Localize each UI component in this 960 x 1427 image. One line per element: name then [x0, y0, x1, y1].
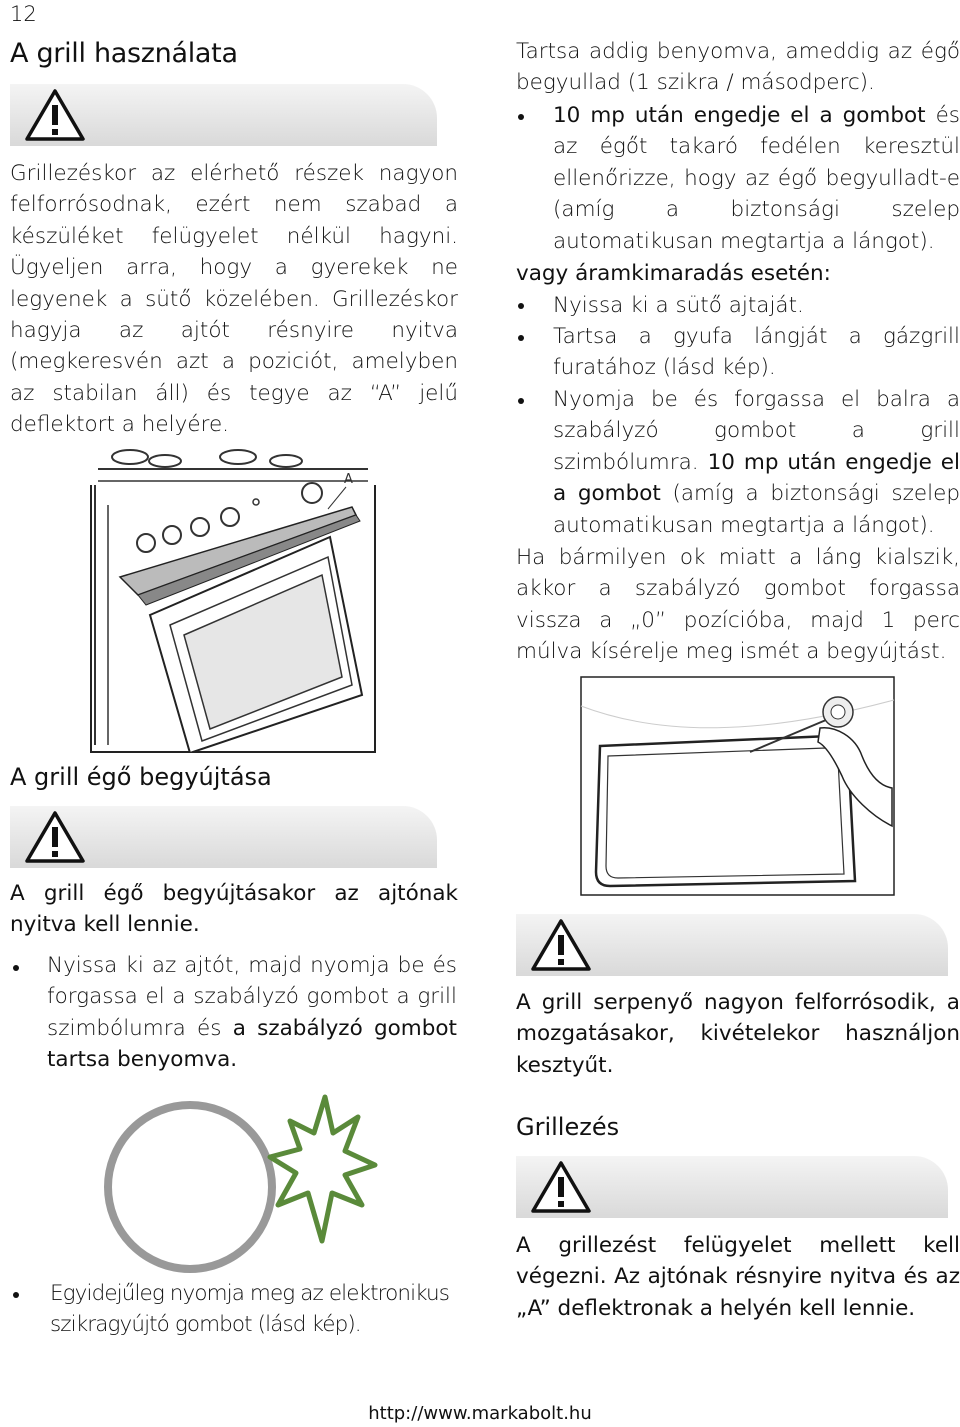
section-title-grilling: Grillezés: [516, 1113, 620, 1141]
warning-bar: [516, 914, 948, 976]
warning-icon: [530, 1159, 592, 1215]
grilling-supervision-text: A grillezést felügyelet mellett kell végezni. Az ajtónak résnyire nyitva és az „A” deflektronak a helyén kell lennie.: [516, 1233, 960, 1321]
section-title-grill-ignition: A grill égő begyújtása: [10, 763, 272, 791]
bullet-match-flame: Tartsa a gyufa lángját a gázgrill furatához (lásd kép).: [553, 324, 960, 381]
grill-pan-warning-text: A grill serpenyő nagyon felforrósodik, a mozgatásakor, kivételekor használjon kesztyűt.: [516, 990, 960, 1078]
bullet-dot: [518, 398, 524, 404]
warning-bar: [516, 1156, 948, 1218]
page-number: 12: [10, 2, 37, 26]
bullet-dot: [518, 303, 524, 309]
bullet-release-text: és az égőt takaró fedélen keresztül ellenőrizze, hogy az égő begyulladt-e (amíg a biztonsági szelep automatikusan megtartja a lángot).: [553, 103, 960, 254]
bullet-open-oven-door: Nyissa ki a sütő ajtaját.: [553, 293, 804, 318]
bullet-dot: [518, 114, 524, 120]
ignition-button-figure: [100, 1093, 400, 1273]
warning-icon: [24, 809, 86, 865]
bullet-turn-knob-text: Nyomja be és forgassa el balra a szabályzó gombot a grill szimbólumra.: [553, 387, 960, 475]
warning-bar: [10, 84, 437, 146]
warning-icon: [24, 87, 86, 143]
bullet-spark-ignition: Egyidejűleg nyomja meg az elektronikus szikragyújtó gombot (lásd kép).: [50, 1281, 450, 1338]
bullet-open-door-bold: a szabályzó gombot tartsa benyomva.: [47, 1015, 457, 1073]
flame-out-paragraph: Ha bármilyen ok miatt a láng kialszik, akkor a szabályzó gombot forgassa vissza a „0” pozícióba, majd 1 perc múlva kísérelje meg ismét a begyújtást.: [516, 545, 960, 665]
continuation-text: Tartsa addig benyomva, ameddig az égő begyullad (1 szikra / másodperc).: [516, 39, 960, 96]
bullet-dot: [13, 1292, 19, 1298]
warning-bar: [10, 806, 437, 868]
bullet-turn-knob: [553, 384, 960, 541]
page-title: A grill használata: [10, 38, 238, 69]
bullet-dot: [13, 965, 19, 971]
footer-url[interactable]: http://www.markabolt.hu: [368, 1403, 592, 1424]
bullet-release-bold: 10 mp után engedje el a gombot: [553, 103, 926, 128]
bullet-release-button: [553, 100, 960, 257]
bullet-open-door-text: Nyissa ki az ajtót, majd nyomja be és forgassa el a szabályzó gombot a grill szimbólumra és: [47, 953, 457, 1041]
bullet-turn-knob-tail: (amíg a biztonsági szelep automatikusan megtartja a lángot).: [553, 481, 960, 538]
bullet-turn-knob-bold: 10 mp után engedje el a gombot: [553, 449, 960, 507]
deflector-label: A: [344, 472, 353, 487]
bullet-dot: [518, 335, 524, 341]
warning-icon: [530, 917, 592, 973]
match-lighting-figure: [580, 676, 895, 896]
grill-warning-text: Grillezéskor az elérhető részek nagyon felforrósodnak, ezért nem szabad a készüléket felügyelet nélkül hagyni. Ügyeljen arra, hogy a gyerekek ne legyenek a sütő közelében. Grillezéskor hagyja az ajtót résnyire nyitva (megkeresvén azt a poziciót, amelyben az stabilan áll) és tegye az “A” jelű deflektort a helyére.: [10, 161, 458, 438]
power-failure-heading: vagy áramkimaradás esetén:: [516, 261, 831, 286]
oven-door-deflector-figure: [90, 445, 376, 753]
bullet-open-door: [47, 950, 457, 1076]
door-open-warning-text: A grill égő begyújtásakor az ajtónak nyitva kell lennie.: [10, 881, 458, 938]
